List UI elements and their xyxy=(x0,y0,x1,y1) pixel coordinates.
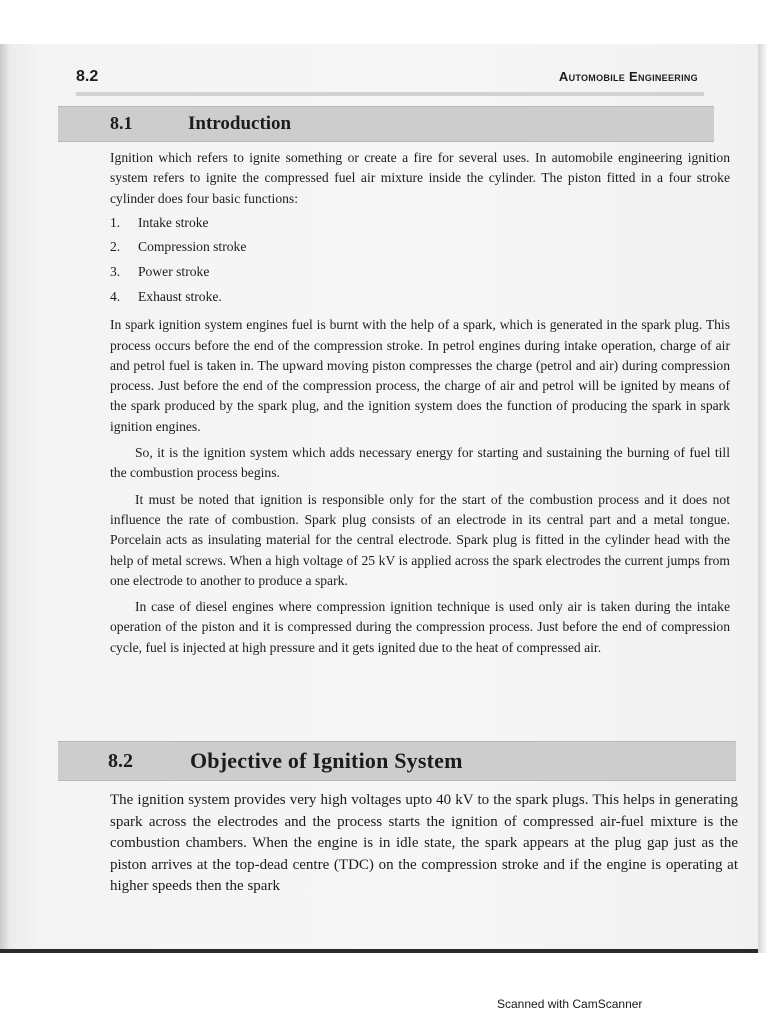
header-rule xyxy=(76,92,704,96)
list-item xyxy=(110,260,730,285)
introduction-body xyxy=(110,148,730,658)
list-item xyxy=(110,235,730,260)
page-number: 8.2 xyxy=(76,68,99,85)
list-item-number: 3. xyxy=(110,264,121,280)
page-header xyxy=(76,68,698,90)
section-heading-objective xyxy=(58,741,736,781)
ignition-energy-paragraph: So, it is the ignition system which adds necessary energy for starting and sustaining the burning of fuel till the combustion process begins. xyxy=(110,445,730,481)
list-item-text: Intake stroke xyxy=(138,214,209,230)
diesel-engine-paragraph: In case of diesel engines where compression ignition technique is used only air is taken during the intake operation of the piston and it is compressed during the compression process. Just before the end of compression cycle, fuel is injected at high pressure and it gets ignited due to the heat of compressed air. xyxy=(110,599,730,655)
list-item-number: 2. xyxy=(110,239,121,255)
list-item xyxy=(110,211,730,236)
objective-body xyxy=(110,790,738,898)
running-title: Automobile Engineering xyxy=(558,69,698,84)
list-item-number: 4. xyxy=(110,288,121,304)
spark-plug-paragraph: It must be noted that ignition is responsible only for the start of the combustion process and it does not influence the rate of combustion. Spark plug consists of an electrode in its central part and a metal tongue. Porcelain acts as insulating material for the central electrode. Spark plug is fitted in the cylinder head with the help of metal screws. When a high voltage of 25 kV is applied across the spark electrodes the current jumps from one electrode to another to produce a spark. xyxy=(110,491,730,588)
objective-paragraph: The ignition system provides very high voltages upto 40 kV to the spark plugs. This helps in generating spark across the electrodes and the process starts the ignition of compressed air-fuel mixture is the combustion chambers. When the engine is in idle state, the spark appears at the plug gap just as the piston arrives at the top-dead centre (TDC) on the compression stroke and if the engine is operating at higher speeds then the spark xyxy=(110,792,738,895)
spark-ignition-paragraph: In spark ignition system engines fuel is burnt with the help of a spark, which is generated in the spark plug. This process occurs before the end of the compression stroke. In petrol engines during intake operation, charge of air and petrol fuel is taken in. The upward moving piston compresses the charge (petrol and air) during compression process. Just before the end of the compression process, the charge of air and petrol will be ignited by means of the spark produced by the spark plug, and the ignition system does the function of producing the spark in spark ignition engines. xyxy=(110,317,730,434)
list-item-text: Exhaust stroke. xyxy=(138,288,222,304)
stroke-list xyxy=(110,211,730,309)
scanned-page xyxy=(0,44,758,953)
section-number: 8.2 xyxy=(108,750,133,772)
section-heading-introduction xyxy=(58,106,714,142)
list-item-number: 1. xyxy=(110,214,121,230)
list-item-text: Compression stroke xyxy=(138,239,247,255)
section-title: Objective of Ignition System xyxy=(190,748,463,773)
intro-paragraph: Ignition which refers to ignite something or create a fire for several uses. In automobile engineering ignition system refers to ignite the compressed fuel air mixture inside the cylinder. The piston fitted in a four stroke cylinder does four basic functions: xyxy=(110,150,730,206)
list-item xyxy=(110,285,730,310)
section-title: Introduction xyxy=(188,113,292,134)
page-edge-shadow xyxy=(758,44,768,953)
scanner-watermark: Scanned with CamScanner xyxy=(497,997,643,1011)
list-item-text: Power stroke xyxy=(138,264,210,280)
section-number: 8.1 xyxy=(110,113,133,133)
